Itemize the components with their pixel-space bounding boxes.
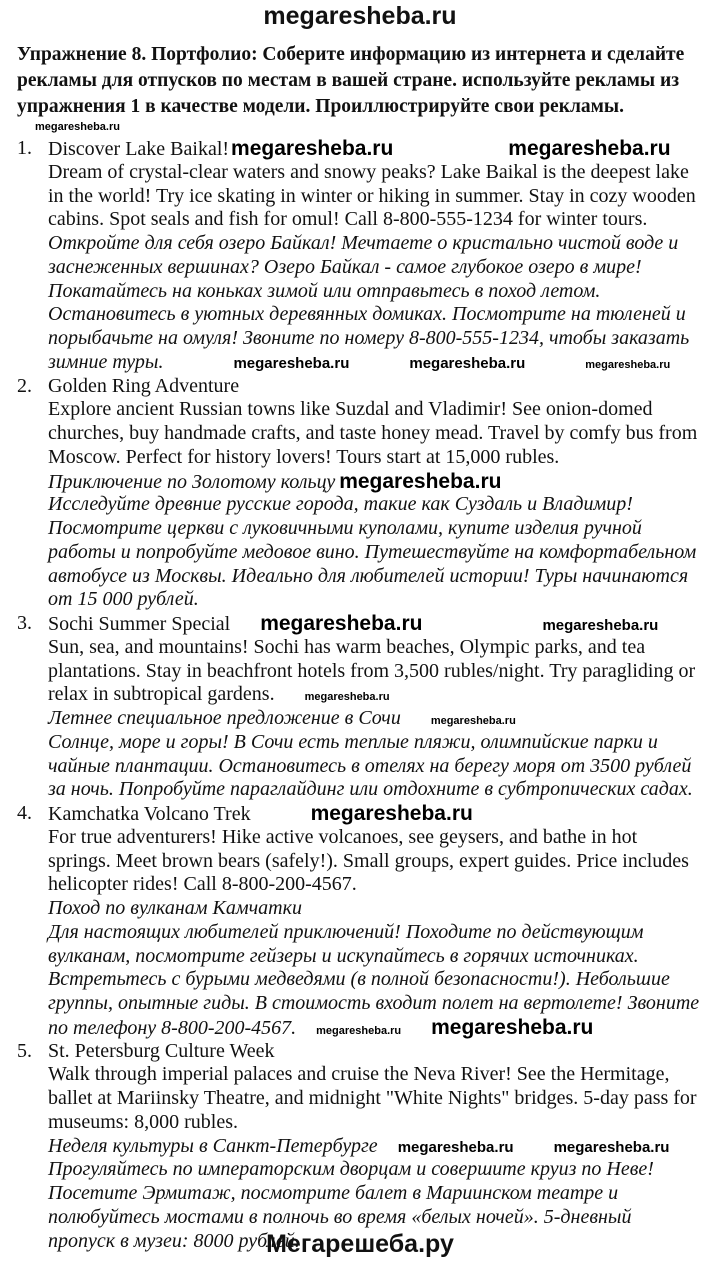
russian-line <box>0 351 720 375</box>
english-line-text: Dream of crystal-clear waters and snowy peaks? Lake Baikal is the deepest lake <box>48 160 689 183</box>
watermark: megaresheba.ru <box>233 354 350 372</box>
russian-line-text: чайные плантации. Остановитесь в отелях на берегу моря от 3500 рублей <box>48 754 692 777</box>
russian-line <box>0 707 720 731</box>
russian-line <box>0 303 720 327</box>
watermark: megaresheba.ru <box>231 137 394 160</box>
site-title: megaresheba.ru <box>263 2 457 30</box>
russian-line-text: Остановитесь в уютных деревянных домиках. Посмотрите на тюленей и <box>48 303 686 326</box>
ad-item <box>0 1040 720 1254</box>
item-number: 4. <box>17 802 32 824</box>
russian-line-text: Посетите Эрмитаж, посмотрите балет в Мариинском театре и <box>48 1182 619 1204</box>
russian-line <box>0 1135 720 1159</box>
russian-line <box>0 731 720 755</box>
russian-line <box>0 897 720 921</box>
watermark: megaresheba.ru <box>339 469 502 493</box>
ad-title <box>0 802 720 826</box>
ad-title-text: St. Petersburg Culture Week <box>48 1039 275 1062</box>
russian-line-text: Поход по вулканам Камчатки <box>48 897 302 919</box>
english-line <box>0 1063 720 1087</box>
english-line <box>0 683 720 707</box>
english-line-text: Moscow. Perfect for history lovers! Tours start at 15,000 rubles. <box>48 445 560 468</box>
watermark: megaresheba.ru <box>304 691 390 704</box>
russian-line <box>0 280 720 304</box>
english-line <box>0 636 720 660</box>
watermark: megaresheba.ru <box>553 1138 670 1156</box>
russian-line-text: зимние туры. <box>48 350 164 373</box>
english-line <box>0 873 720 897</box>
watermark: megaresheba.ru <box>260 612 423 635</box>
russian-line <box>0 256 720 280</box>
russian-line-text: Солнце, море и горы! В Сочи есть теплые пляжи, олимпийские парки и <box>48 730 658 753</box>
watermark: megaresheba.ru <box>542 617 659 634</box>
ad-title-text: Golden Ring Adventure <box>48 374 240 397</box>
russian-line <box>0 232 720 256</box>
english-line-text: For true adventurers! Hike active volcanoes, see geysers, and bathe in hot <box>48 825 638 848</box>
russian-line <box>0 1206 720 1230</box>
russian-line <box>0 588 720 612</box>
watermark: megaresheba.ru <box>585 358 671 371</box>
russian-line <box>0 1158 720 1182</box>
english-line <box>0 422 720 446</box>
russian-line-text: Исследуйте древние русские города, такие как Суздаль и Владимир! <box>48 493 633 516</box>
ad-title-text: Sochi Summer Special <box>48 613 231 635</box>
russian-line <box>0 778 720 802</box>
russian-line <box>0 493 720 517</box>
english-line <box>0 850 720 874</box>
russian-line-text: Для настоящих любителей приключений! Походите по действующим <box>48 920 644 943</box>
ad-item <box>0 612 720 802</box>
english-line <box>0 398 720 422</box>
russian-line-text: вулканам, посмотрите гейзеры и искупайтесь в горячих источниках. <box>48 944 639 967</box>
watermark: megaresheba.ru <box>310 802 473 825</box>
english-line <box>0 446 720 470</box>
english-line <box>0 1087 720 1111</box>
watermark: megaresheba.ru <box>35 121 120 133</box>
item-number: 5. <box>17 1039 32 1062</box>
russian-line-text: группы, опытные гиды. В стоимость входит полет на вертолете! Звоните <box>48 992 700 1014</box>
russian-line-text: полюбуйтесь мостами в полночь во время «белых ночей». 5-дневный <box>48 1205 632 1228</box>
watermark: megaresheba.ru <box>431 1015 594 1039</box>
english-line-text: Explore ancient Russian towns like Suzdal and Vladimir! See onion-domed <box>48 398 653 421</box>
russian-line <box>0 921 720 945</box>
watermark: megaresheba.ru <box>397 1138 514 1156</box>
russian-line-text: работы и попробуйте медовое вино. Путешествуйте на комфортабельном <box>48 540 697 563</box>
watermark: megaresheba.ru <box>409 354 526 372</box>
item-number: 1. <box>17 137 32 159</box>
english-line <box>0 826 720 850</box>
item-number: 3. <box>17 612 32 634</box>
russian-line <box>0 541 720 565</box>
russian-line-text: от 15 000 рублей. <box>48 588 199 611</box>
watermark: megaresheba.ru <box>316 1024 402 1037</box>
exercise-heading: Упражнение 8. Портфолио: Соберите информацию из интернета и сделайте рекламы для отпусков по местам в вашей стране. используйте рекламы из упражнения 1 в качестве модели. Проиллюстрируйте свои рекламы. <box>17 44 685 117</box>
russian-line-text: по телефону 8-800-200-4567. <box>48 1016 297 1039</box>
ad-title <box>0 1040 720 1064</box>
ad-title-text: Kamchatka Volcano Trek <box>48 803 251 825</box>
russian-line <box>0 992 720 1016</box>
english-line <box>0 161 720 185</box>
ad-title <box>0 137 720 161</box>
watermark: megaresheba.ru <box>430 715 516 727</box>
ad-list <box>0 137 720 1253</box>
english-line-text: in the world! Try ice skating in winter or hiking in summer. Stay in cozy wooden <box>48 184 696 207</box>
russian-line-text: Неделя культуры в Санкт-Петербурге <box>48 1134 378 1157</box>
russian-line <box>0 1016 720 1040</box>
english-line <box>0 660 720 684</box>
english-line-text: helicopter rides! Call 8-800-200-4567. <box>48 873 357 896</box>
english-line-text: ballet at Mariinsky Theatre, and midnight "White Nights" bridges. 5-day pass for <box>48 1087 697 1109</box>
english-line-text: churches, buy handmade crafts, and taste honey mead. Travel by comfy bus from <box>48 422 698 444</box>
english-line <box>0 1111 720 1135</box>
english-line-text: museums: 8,000 rubles. <box>48 1110 238 1133</box>
russian-line-text: Приключение по Золотому кольцу <box>48 470 336 493</box>
russian-line <box>0 1182 720 1206</box>
russian-line-text: порыбачьте на омуля! Звоните по номеру 8-800-555-1234, чтобы заказать <box>48 327 690 349</box>
item-number: 2. <box>17 374 32 397</box>
russian-line <box>0 755 720 779</box>
footer-brand: Мегарешеба.ру <box>266 1230 454 1258</box>
english-line <box>0 208 720 232</box>
watermark: megaresheba.ru <box>508 137 671 160</box>
russian-line <box>0 470 720 494</box>
russian-line-text: Прогуляйтесь по императорским дворцам и совершите круиз по Неве! <box>48 1158 654 1181</box>
russian-line <box>0 968 720 992</box>
ad-item <box>0 802 720 1040</box>
ad-item <box>0 375 720 613</box>
russian-line-text: заснеженных вершинах? Озеро Байкал - самое глубокое озеро в мире! <box>48 255 642 278</box>
english-line-text: Sun, sea, and mountains! Sochi has warm beaches, Olympic parks, and tea <box>48 635 646 658</box>
russian-line-text: Откройте для себя озеро Байкал! Мечтаете о кристально чистой воде и <box>48 232 679 254</box>
russian-line-text: Покатайтесь на коньках зимой или отправьтесь в поход летом. <box>48 279 601 302</box>
english-line-text: relax in subtropical gardens. <box>48 683 275 706</box>
russian-line-text: автобусе из Москвы. Идеально для любителей истории! Туры начинаются <box>48 564 689 587</box>
english-line-text: plantations. Stay in beachfront hotels from 3,500 rubles/night. Try paragliding or <box>48 659 696 682</box>
russian-line-text: Летнее специальное предложение в Сочи <box>48 707 401 729</box>
english-line-text: Walk through imperial palaces and cruise the Neva River! See the Hermitage, <box>48 1063 670 1086</box>
russian-line <box>0 565 720 589</box>
russian-line <box>0 327 720 351</box>
russian-line <box>0 517 720 541</box>
ad-title-text: Discover Lake Baikal! <box>48 138 230 160</box>
russian-line-text: за ночь. Попробуйте параглайдинг или отдохните в субтропических садах. <box>48 778 693 801</box>
russian-line-text: Встретьтесь с бурыми медведями (в полной безопасности!). Небольшие <box>48 968 670 991</box>
ad-title <box>0 375 720 399</box>
english-line-text: springs. Meet brown bears (safely!). Small groups, expert guides. Price includes <box>48 849 689 872</box>
russian-line-text: пропуск в музеи: 8000 рублей. <box>48 1229 300 1252</box>
english-line-text: cabins. Spot seals and fish for omul! Call 8-800-555-1234 for winter tours. <box>48 208 648 231</box>
russian-line <box>0 945 720 969</box>
english-line <box>0 185 720 209</box>
russian-line-text: Посмотрите церкви с луковичными куполами, купите изделия ручной <box>48 517 642 539</box>
ad-title <box>0 612 720 636</box>
ad-item <box>0 137 720 375</box>
